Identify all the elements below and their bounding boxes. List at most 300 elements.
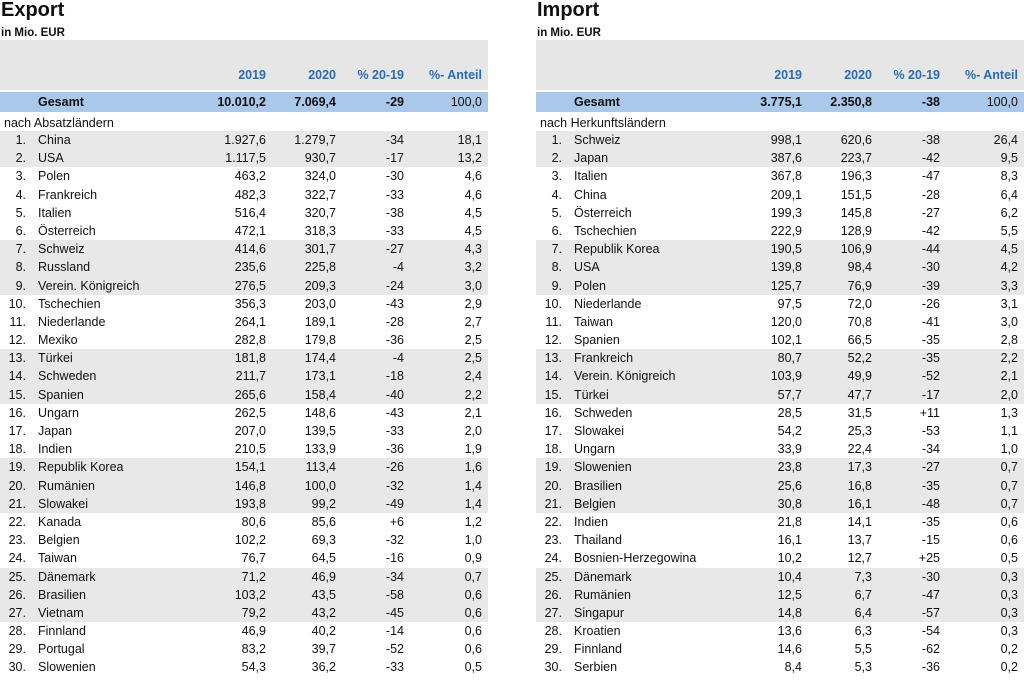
value-2019-cell: 30,8 <box>777 496 802 511</box>
share-pct-cell: 0,6 <box>1000 533 1018 548</box>
country-cell: Finnland <box>38 624 86 639</box>
rank-cell: 21. <box>8 496 26 511</box>
rank-cell: 1. <box>15 133 26 147</box>
value-2020-cell: 128,9 <box>840 223 872 238</box>
country-cell: Tschechien <box>38 296 101 311</box>
value-2020-cell: 209,3 <box>304 278 336 293</box>
value-2020-cell: 151,5 <box>840 187 872 202</box>
change-pct-cell: -35 <box>921 514 940 529</box>
table-row <box>0 258 488 276</box>
value-2019-cell: 154,1 <box>234 460 266 475</box>
table-row <box>536 349 1024 367</box>
country-cell: Schweiz <box>574 133 621 147</box>
rank-cell: 20. <box>8 478 26 493</box>
country-cell: Österreich <box>574 205 632 220</box>
value-2020-cell: 174,4 <box>304 351 336 366</box>
rank-cell: 23. <box>544 533 562 548</box>
rank-cell: 16. <box>8 405 26 420</box>
change-pct-cell: -35 <box>921 333 940 348</box>
change-pct-cell: -44 <box>921 242 940 257</box>
change-pct-cell: -38 <box>921 133 940 147</box>
value-2020-cell: 85,6 <box>311 514 336 529</box>
table-row <box>536 513 1024 531</box>
total-2019: 10.010,2 <box>217 95 266 109</box>
country-cell: Slowenien <box>574 460 632 475</box>
change-pct-cell: -34 <box>385 133 404 147</box>
value-2019-cell: 193,8 <box>234 496 266 511</box>
change-pct-cell: -34 <box>385 569 404 584</box>
value-2020-cell: 17,3 <box>847 460 872 475</box>
change-pct-cell: -43 <box>385 296 404 311</box>
value-2019-cell: 13,6 <box>777 624 802 639</box>
change-pct-cell: -33 <box>385 660 404 675</box>
change-pct-cell: -24 <box>385 278 404 293</box>
change-pct-cell: -48 <box>921 496 940 511</box>
value-2019-cell: 282,8 <box>234 333 266 348</box>
value-2019-cell: 10,2 <box>777 551 802 566</box>
table-row <box>0 295 488 313</box>
country-cell: Spanien <box>38 387 84 402</box>
rank-cell: 4. <box>15 187 26 202</box>
country-cell: Schweden <box>38 369 97 384</box>
table-row <box>536 222 1024 240</box>
table-row <box>536 367 1024 385</box>
value-2020-cell: 72,0 <box>847 296 872 311</box>
value-2020-cell: 40,2 <box>311 624 336 639</box>
value-2020-cell: 47,7 <box>847 387 872 402</box>
value-2019-cell: 14,6 <box>777 642 802 657</box>
change-pct-cell: -30 <box>385 169 404 184</box>
value-2020-cell: 173,1 <box>304 369 336 384</box>
country-cell: Schweiz <box>38 242 85 257</box>
share-pct-cell: 4,6 <box>464 187 482 202</box>
share-pct-cell: 1,3 <box>1000 405 1018 420</box>
country-cell: Polen <box>38 169 70 184</box>
table-row <box>536 404 1024 422</box>
table-row <box>536 277 1024 295</box>
share-pct-cell: 1,0 <box>1000 442 1018 457</box>
country-cell: Schweden <box>574 405 633 420</box>
share-pct-cell: 3,1 <box>1000 296 1018 311</box>
share-pct-cell: 0,2 <box>1000 660 1018 675</box>
value-2020-cell: 106,9 <box>840 242 872 257</box>
rank-cell: 22. <box>544 514 562 529</box>
table-row <box>0 349 488 367</box>
share-pct-cell: 2,1 <box>1000 369 1018 384</box>
value-2020-cell: 318,3 <box>304 223 336 238</box>
rank-cell: 12. <box>544 333 562 348</box>
change-pct-cell: -32 <box>385 533 404 548</box>
table-row <box>0 622 488 640</box>
rank-cell: 27. <box>8 605 26 620</box>
value-2020-cell: 22,4 <box>847 442 872 457</box>
value-2019-cell: 125,7 <box>770 278 802 293</box>
value-2019-cell: 54,2 <box>777 424 802 438</box>
table-row <box>536 586 1024 604</box>
change-pct-cell: -36 <box>385 333 404 348</box>
value-2020-cell: 930,7 <box>304 151 336 166</box>
value-2020-cell: 76,9 <box>847 278 872 293</box>
value-2020-cell: 16,8 <box>847 478 872 493</box>
rank-cell: 8. <box>15 260 26 275</box>
value-2019-cell: 76,7 <box>241 551 266 566</box>
share-pct-cell: 8,3 <box>1000 169 1018 184</box>
value-2020-cell: 320,7 <box>304 205 336 220</box>
value-2019-cell: 190,5 <box>770 242 802 257</box>
table-row <box>536 458 1024 476</box>
value-2019-cell: 211,7 <box>235 369 266 384</box>
country-cell: Slowakei <box>38 496 89 511</box>
country-cell: Türkei <box>574 387 609 402</box>
value-2020-cell: 46,9 <box>311 569 336 584</box>
value-2020-cell: 139,5 <box>304 424 336 438</box>
share-pct-cell: 0,7 <box>464 569 482 584</box>
table-row <box>0 240 488 258</box>
share-pct-cell: 4,6 <box>464 169 482 184</box>
rank-cell: 10. <box>8 296 26 311</box>
share-pct-cell: 2,4 <box>464 369 482 384</box>
column-header-change: % 20-19 <box>893 68 940 82</box>
value-2019-cell: 235,6 <box>234 260 266 275</box>
change-pct-cell: -41 <box>921 314 940 329</box>
value-2019-cell: 207,0 <box>234 424 266 438</box>
share-pct-cell: 2,1 <box>464 405 482 420</box>
column-header-2019: 2019 <box>238 68 266 82</box>
column-header-2020: 2020 <box>308 68 336 82</box>
share-pct-cell: 13,2 <box>457 151 482 166</box>
rank-cell: 19. <box>544 460 562 475</box>
country-cell: Indien <box>574 514 609 529</box>
value-2020-cell: 36,2 <box>311 660 336 675</box>
value-2020-cell: 12,7 <box>847 551 872 566</box>
change-pct-cell: -53 <box>921 424 940 438</box>
country-cell: Italien <box>38 205 72 220</box>
rank-cell: 5. <box>551 205 562 220</box>
country-cell: Dänemark <box>38 569 96 584</box>
value-2020-cell: 39,7 <box>311 642 336 657</box>
country-cell: Mexiko <box>38 333 78 348</box>
rank-cell: 16. <box>544 405 562 420</box>
value-2019-cell: 356,3 <box>234 296 266 311</box>
table-row <box>0 549 488 567</box>
share-pct-cell: 9,5 <box>1000 151 1018 166</box>
table-row <box>0 658 488 676</box>
share-pct-cell: 6,4 <box>1000 187 1018 202</box>
rank-cell: 10. <box>544 296 562 311</box>
rank-cell: 1. <box>551 133 562 147</box>
change-pct-cell: -27 <box>921 205 940 220</box>
country-cell: Verein. Königreich <box>574 369 676 384</box>
value-2020-cell: 98,4 <box>847 260 872 275</box>
table-row <box>0 386 488 404</box>
total-change: -29 <box>385 95 404 109</box>
share-pct-cell: 0,6 <box>464 642 482 657</box>
value-2020-cell: 203,0 <box>304 296 336 311</box>
value-2019-cell: 54,3 <box>241 660 266 675</box>
rank-cell: 11. <box>9 314 26 329</box>
table-row <box>0 186 488 204</box>
change-pct-cell: -28 <box>921 187 940 202</box>
share-pct-cell: 4,5 <box>464 223 482 238</box>
value-2020-cell: 5,5 <box>854 642 872 657</box>
share-pct-cell: 2,0 <box>1000 387 1018 402</box>
rank-cell: 15. <box>544 387 562 402</box>
value-2020-cell: 148,6 <box>304 405 336 420</box>
total-share: 100,0 <box>450 95 482 109</box>
export-rows <box>0 131 488 677</box>
country-cell: Verein. Königreich <box>38 278 140 293</box>
value-2019-cell: 57,7 <box>777 387 802 402</box>
value-2019-cell: 80,7 <box>777 351 802 366</box>
table-row <box>0 568 488 586</box>
rank-cell: 19. <box>8 460 26 475</box>
country-cell: Österreich <box>38 223 96 238</box>
table-row <box>0 131 488 149</box>
change-pct-cell: -26 <box>385 460 404 475</box>
share-pct-cell: 3,2 <box>464 260 482 275</box>
value-2020-cell: 6,7 <box>854 587 872 602</box>
value-2020-cell: 100,0 <box>304 478 336 493</box>
share-pct-cell: 26,4 <box>993 133 1018 147</box>
table-row <box>0 404 488 422</box>
country-cell: Taiwan <box>38 551 77 566</box>
change-pct-cell: -16 <box>385 551 404 566</box>
rank-cell: 23. <box>8 533 26 548</box>
table-row <box>0 458 488 476</box>
total-2020: 7.069,4 <box>294 95 336 109</box>
change-pct-cell: -14 <box>385 624 404 639</box>
country-cell: Bosnien-Herzegowina <box>574 551 697 566</box>
import-section-label: nach Herkunftsländern <box>540 116 666 130</box>
table-row <box>536 258 1024 276</box>
value-2020-cell: 6,4 <box>854 605 872 620</box>
table-row <box>536 495 1024 513</box>
rank-cell: 11. <box>545 314 562 329</box>
share-pct-cell: 0,3 <box>1000 569 1018 584</box>
rank-cell: 30. <box>8 660 26 675</box>
rank-cell: 13. <box>544 351 562 366</box>
change-pct-cell: +11 <box>919 405 940 420</box>
change-pct-cell: -28 <box>385 314 404 329</box>
country-cell: Ungarn <box>574 442 615 457</box>
table-row <box>0 604 488 622</box>
value-2019-cell: 414,6 <box>234 242 266 257</box>
value-2019-cell: 79,2 <box>241 605 266 620</box>
rank-cell: 28. <box>544 624 562 639</box>
value-2019-cell: 463,2 <box>234 169 266 184</box>
change-pct-cell: -32 <box>385 478 404 493</box>
table-row <box>0 331 488 349</box>
country-cell: USA <box>574 260 600 275</box>
import-title: Import <box>537 0 600 21</box>
value-2019-cell: 146,8 <box>234 478 266 493</box>
share-pct-cell: 1,1 <box>1000 424 1018 438</box>
share-pct-cell: 0,2 <box>1000 642 1018 657</box>
change-pct-cell: -47 <box>921 587 940 602</box>
share-pct-cell: 0,6 <box>464 587 482 602</box>
table-row <box>0 367 488 385</box>
country-cell: Niederlande <box>574 296 642 311</box>
value-2020-cell: 70,8 <box>847 314 872 329</box>
rank-cell: 5. <box>15 205 26 220</box>
value-2019-cell: 102,1 <box>770 333 802 348</box>
rank-cell: 24. <box>8 551 26 566</box>
table-row <box>536 604 1024 622</box>
value-2020-cell: 322,7 <box>304 187 336 202</box>
country-cell: Spanien <box>574 333 620 348</box>
country-cell: Rumänien <box>574 587 631 602</box>
share-pct-cell: 4,5 <box>464 205 482 220</box>
value-2019-cell: 12,5 <box>777 587 802 602</box>
export-total-row <box>0 92 488 112</box>
value-2019-cell: 16,1 <box>777 533 802 548</box>
share-pct-cell: 0,9 <box>464 551 482 566</box>
country-cell: Slowakei <box>574 424 625 438</box>
share-pct-cell: 4,2 <box>1000 260 1018 275</box>
share-pct-cell: 5,5 <box>1000 223 1018 238</box>
export-unit-label: in Mio. EUR <box>1 27 65 39</box>
export-section-label: nach Absatzländern <box>4 116 114 130</box>
import-table-panel <box>536 0 1024 677</box>
rank-cell: 9. <box>15 278 26 293</box>
value-2019-cell: 387,6 <box>770 151 802 166</box>
rank-cell: 26. <box>8 587 26 602</box>
country-cell: Russland <box>38 260 91 275</box>
value-2019-cell: 199,3 <box>770 205 802 220</box>
value-2019-cell: 181,8 <box>234 351 266 366</box>
value-2019-cell: 209,1 <box>770 187 802 202</box>
table-row <box>536 622 1024 640</box>
share-pct-cell: 6,2 <box>1000 205 1018 220</box>
rank-cell: 3. <box>15 169 26 184</box>
share-pct-cell: 0,3 <box>1000 605 1018 620</box>
value-2019-cell: 222,9 <box>770 223 802 238</box>
table-row <box>536 131 1024 149</box>
change-pct-cell: -39 <box>921 278 940 293</box>
country-cell: Dänemark <box>574 569 632 584</box>
share-pct-cell: 2,0 <box>464 424 482 438</box>
rank-cell: 18. <box>8 442 26 457</box>
value-2019-cell: 1.117,5 <box>225 151 266 166</box>
value-2019-cell: 998,1 <box>770 133 802 147</box>
change-pct-cell: -57 <box>921 605 940 620</box>
value-2020-cell: 158,4 <box>304 387 336 402</box>
share-pct-cell: 4,3 <box>464 242 482 257</box>
table-row <box>0 422 488 440</box>
country-cell: Thailand <box>574 533 622 548</box>
country-cell: Tschechien <box>574 223 637 238</box>
rank-cell: 26. <box>544 587 562 602</box>
value-2019-cell: 367,8 <box>770 169 802 184</box>
rank-cell: 15. <box>8 387 26 402</box>
country-cell: Belgien <box>38 533 80 548</box>
share-pct-cell: 18,1 <box>457 133 482 147</box>
country-cell: USA <box>38 151 64 166</box>
value-2019-cell: 139,8 <box>770 260 802 275</box>
change-pct-cell: -27 <box>921 460 940 475</box>
country-cell: Japan <box>38 424 73 438</box>
column-header-share: %- Anteil <box>964 68 1018 82</box>
rank-cell: 30. <box>544 660 562 675</box>
share-pct-cell: 1,0 <box>464 533 482 548</box>
table-row <box>536 549 1024 567</box>
value-2020-cell: 324,0 <box>304 169 336 184</box>
share-pct-cell: 0,6 <box>464 605 482 620</box>
value-2019-cell: 83,2 <box>241 642 266 657</box>
share-pct-cell: 3,0 <box>464 278 482 293</box>
table-row <box>0 477 488 495</box>
share-pct-cell: 1,2 <box>464 514 482 529</box>
rank-cell: 7. <box>15 242 26 257</box>
change-pct-cell: -18 <box>385 369 404 384</box>
table-row <box>0 495 488 513</box>
rank-cell: 25. <box>8 569 26 584</box>
export-table-panel <box>0 0 488 677</box>
country-cell: Polen <box>574 278 606 293</box>
table-row <box>536 167 1024 185</box>
import-column-header <box>536 40 1024 90</box>
country-cell: Kanada <box>38 514 82 529</box>
change-pct-cell: -36 <box>385 442 404 457</box>
total-label: Gesamt <box>574 95 620 109</box>
value-2020-cell: 7,3 <box>854 569 872 584</box>
share-pct-cell: 0,5 <box>1000 551 1018 566</box>
share-pct-cell: 0,3 <box>1000 624 1018 639</box>
value-2019-cell: 516,4 <box>234 205 266 220</box>
value-2020-cell: 1.279,7 <box>294 133 336 147</box>
table-row <box>536 313 1024 331</box>
country-cell: Italien <box>574 169 608 184</box>
change-pct-cell: -49 <box>385 496 404 511</box>
rank-cell: 22. <box>8 514 26 529</box>
change-pct-cell: -62 <box>921 642 940 657</box>
country-cell: Rumänien <box>38 478 95 493</box>
value-2020-cell: 64,5 <box>311 551 336 566</box>
value-2020-cell: 43,2 <box>311 605 336 620</box>
share-pct-cell: 2,8 <box>1000 333 1018 348</box>
change-pct-cell: -17 <box>385 151 404 166</box>
rank-cell: 24. <box>544 551 562 566</box>
value-2019-cell: 120,0 <box>770 314 802 329</box>
value-2020-cell: 5,3 <box>854 660 872 675</box>
value-2019-cell: 102,2 <box>234 533 266 548</box>
value-2019-cell: 25,6 <box>777 478 802 493</box>
change-pct-cell: -30 <box>921 569 940 584</box>
table-row <box>0 640 488 658</box>
change-pct-cell: -30 <box>921 260 940 275</box>
country-cell: Brasilien <box>574 478 622 493</box>
total-2019: 3.775,1 <box>760 95 802 109</box>
rank-cell: 2. <box>15 151 26 166</box>
value-2020-cell: 196,3 <box>840 169 872 184</box>
value-2020-cell: 6,3 <box>854 624 872 639</box>
value-2020-cell: 225,8 <box>304 260 336 275</box>
value-2019-cell: 33,9 <box>777 442 802 457</box>
column-header-2020: 2020 <box>844 68 872 82</box>
value-2020-cell: 14,1 <box>847 514 872 529</box>
table-row <box>536 477 1024 495</box>
table-row <box>0 531 488 549</box>
value-2019-cell: 262,5 <box>234 405 266 420</box>
import-total-row <box>536 92 1024 112</box>
country-cell: Republik Korea <box>38 460 124 475</box>
table-row <box>536 331 1024 349</box>
change-pct-cell: -35 <box>921 351 940 366</box>
rank-cell: 28. <box>8 624 26 639</box>
table-row <box>536 186 1024 204</box>
share-pct-cell: 0,7 <box>1000 460 1018 475</box>
value-2019-cell: 71,2 <box>241 569 266 584</box>
